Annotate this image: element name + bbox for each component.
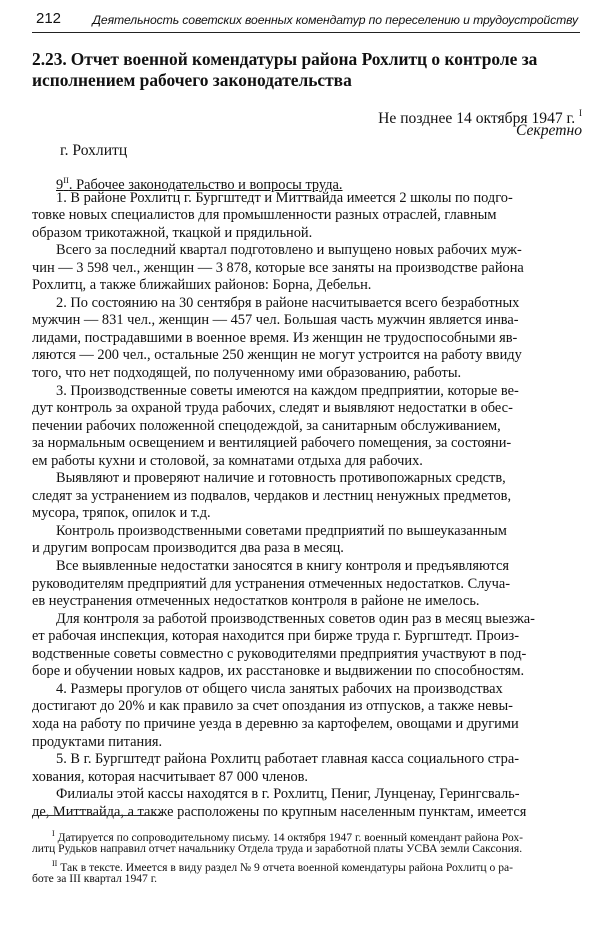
footnote-divider xyxy=(32,815,162,816)
body-line: ев неустранения отмеченных недостатков контроля в районе не имелось. xyxy=(32,593,480,610)
body-line: товке новых специалистов для промышленности разных отраслей, главным xyxy=(32,207,497,224)
footnote-line: боте за III квартал 1947 г. xyxy=(32,872,158,885)
running-title: Деятельность советских военных комендатур по переселению и трудоустройству xyxy=(92,13,578,27)
body-line: 3. Производственные советы имеются на каждом предприятии, которые ве- xyxy=(56,382,519,399)
body-line: за нормальным освещением и вентиляцией рабочего помещения, за состояни- xyxy=(32,435,512,452)
document-number: 2.23. xyxy=(32,49,67,69)
body-line: мужчин — 831 чел., женщин — 457 чел. Большая часть мужчин является инва- xyxy=(32,312,519,329)
body-line: ем работы кухни и столовой, за комнатами отдыха для рабочих. xyxy=(32,452,423,469)
body-line: следят за устранением из подвалов, чердаков и лестниц ненужных предметов, xyxy=(32,487,512,504)
body-line: боре и обучении новых кадров, их расстановке и выдвижении по способностям. xyxy=(32,663,525,680)
running-header xyxy=(32,10,580,33)
section-number: 9 xyxy=(56,177,64,193)
footnote-mark: I xyxy=(579,108,582,118)
body-line: и другим вопросам производится два раза в месяц. xyxy=(32,540,344,557)
body-line: образом трикотажной, ткацкой и прядильной. xyxy=(32,224,313,241)
section-heading: $9^{II}$. Рабочее законодательство и вопросы труда. xyxy=(56,175,343,193)
page-number: 212 xyxy=(36,10,62,27)
document-title xyxy=(32,49,580,91)
body-line: 4. Размеры прогулов от общего числа занятых рабочих на производствах xyxy=(56,680,503,697)
body-line: достигают до 20% и как правило за счет опоздания из отпусков, а также невы- xyxy=(32,698,513,715)
footnote-mark: I xyxy=(52,829,55,838)
document-title-line: исполнением рабочего законодательства xyxy=(32,70,352,90)
body-line: дут контроль за охраной труда рабочих, следят и выявляют недостатки в обес- xyxy=(32,400,513,417)
body-line: Все выявленные недостатки заносятся в книгу контроля и предъявляются xyxy=(56,558,509,575)
body-line: чин — 3 598 чел., женщин — 3 878, которые все заняты на производстве района xyxy=(32,259,524,276)
body-line: 5. В г. Бургштедт района Рохлитц работает главная касса социального стра- xyxy=(56,751,520,768)
body-line: ет рабочая инспекция, которая находится при бирже труда г. Бургштедт. Произ- xyxy=(32,628,520,645)
footnote-line: литц Рудьков направил отчет начальнику Отдела труда и заработной платы УСВА земли Саксония. xyxy=(32,842,523,855)
body-line: Контроль производственными советами предприятий по вышеуказанным xyxy=(56,522,507,539)
footnote-mark: II xyxy=(63,175,69,185)
body-line: Филиалы этой кассы находятся в г. Рохлитц, Пениг, Лунценау, Герингсваль- xyxy=(56,786,520,803)
body-line: Всего за последний квартал подготовлено и выпущено новых рабочих муж- xyxy=(56,242,522,259)
body-line: лидами, пострадавшими в военное время. Из женщин не трудоспособными яв- xyxy=(32,329,518,346)
footnotes xyxy=(32,826,580,886)
body-line: хования, которая насчитывает 87 000 членов. xyxy=(32,768,309,785)
body-line: хода на работу по причине уезда в деревню за картофелем, овощами и другими xyxy=(32,715,519,732)
document-title-line: 2.23. Отчет военной комендатуры района Рохлитц о контроле за xyxy=(32,49,538,69)
footnote-line: $^{II}$ Так в тексте. Имеется в виду раздел № 9 отчета военной комендатуры района Рохлитц о ра- xyxy=(52,859,514,874)
body-line: печении рабочих положенной спецодеждой, за санитарным обслуживанием, xyxy=(32,417,501,434)
body-line: руководителям предприятий для устранения отмеченных недостатков. Случа- xyxy=(32,575,511,592)
place-line: г. Рохлитц xyxy=(60,142,128,159)
body-line: того, что нет подходящей, по полученному ими образованию, работы. xyxy=(32,365,462,382)
body-line: водственные советы совместно с руководителями предприятия участвуют в под- xyxy=(32,645,527,662)
body-line: Для контроля за работой производственных советов один раз в месяц выезжа- xyxy=(56,610,535,627)
body-line: де, Миттвайда, а также расположены по крупным населенным пунктам, имеется xyxy=(32,803,527,820)
body-line: 2. По состоянию на 30 сентября в районе насчитывается всего безработных xyxy=(56,294,520,311)
body-line: Рохлитц, а также ближайших районов: Борна, Дебельн. xyxy=(32,277,372,294)
classification-label: Секретно xyxy=(515,122,582,139)
document-body xyxy=(32,172,577,821)
body-line: 1. В районе Рохлитц г. Бургштедт и Миттвайда имеется 2 школы по подго- xyxy=(56,189,513,206)
document-date: Не позднее 14 октября 1947 г. $^I$ xyxy=(378,108,582,127)
footnote-mark: II xyxy=(52,859,58,868)
body-line: мусора, тряпок, опилок и т.д. xyxy=(32,505,211,522)
section-title: Рабочее законодательство и вопросы труда. xyxy=(76,177,343,193)
footnote-line: $^I$ Датируется по сопроводительному письму. 14 октября 1947 г. военный комендант района Рох- xyxy=(52,829,524,844)
body-line: продуктами питания. xyxy=(32,733,163,750)
body-line: ляются — 200 чел., остальные 250 женщин не могут устроится на работу ввиду xyxy=(32,347,522,364)
body-line: Выявляют и проверяют наличие и готовность противопожарных средств, xyxy=(56,470,506,487)
